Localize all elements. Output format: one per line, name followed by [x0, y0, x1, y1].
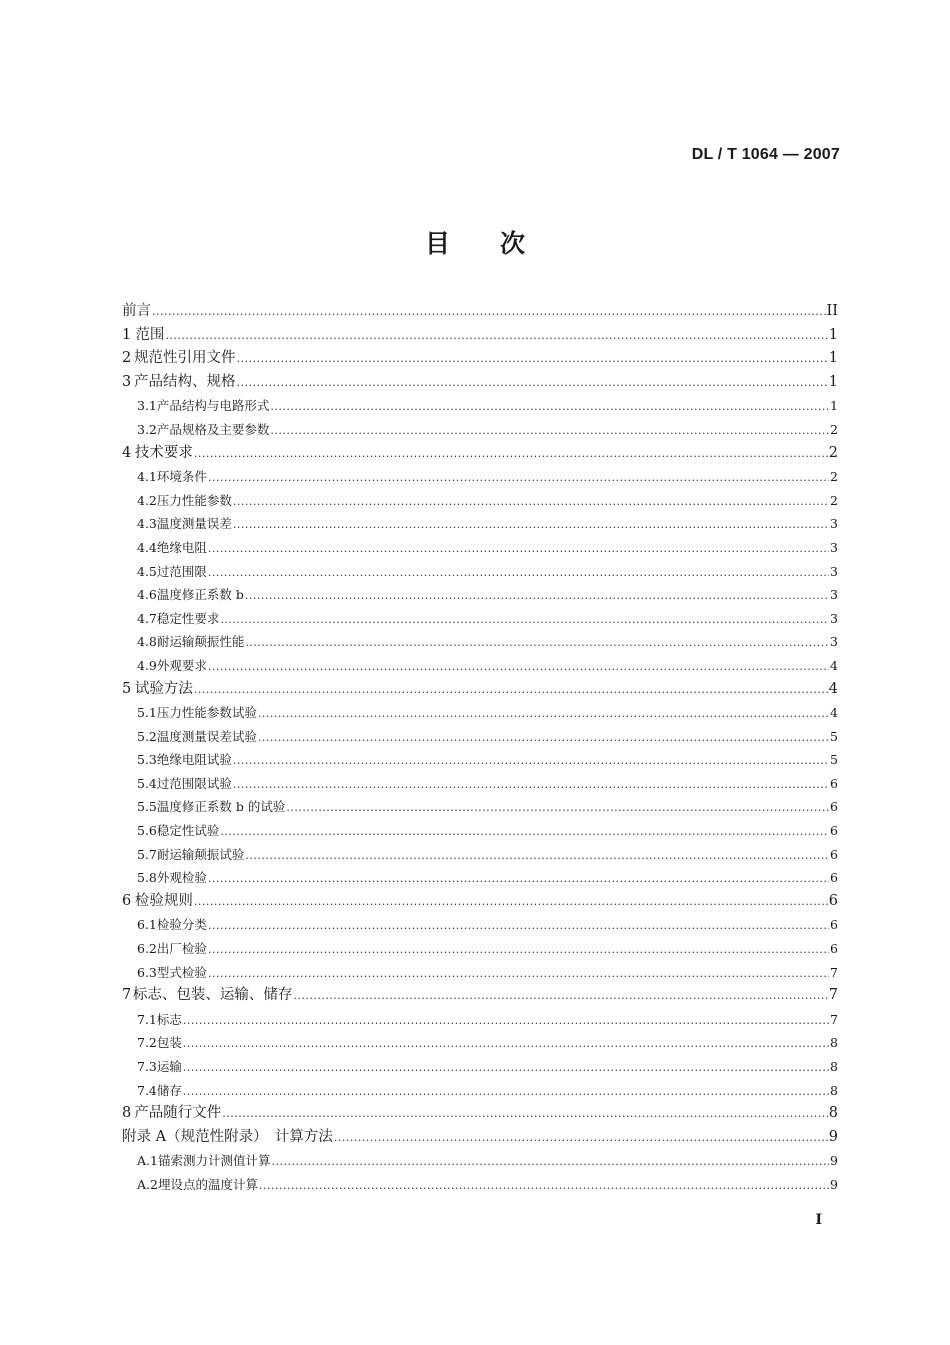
toc-entry-title: 检验规则 [134, 892, 193, 909]
toc-entry-page: 6 [830, 941, 838, 957]
toc-entry-page: 6 [830, 775, 838, 791]
toc-leader-dots [165, 324, 827, 348]
toc-entry[interactable] [122, 489, 838, 513]
toc-entry-title: 试验方法 [134, 680, 193, 697]
toc-entry-number: 5.4 [137, 775, 157, 791]
toc-entry-page: 5 [830, 752, 838, 768]
toc-entry-number: 4.5 [137, 563, 157, 579]
toc-entry[interactable] [122, 583, 838, 607]
toc-entry-title: 产品随行文件 [134, 1105, 222, 1122]
toc-leader-dots [233, 513, 829, 537]
toc-entry-page: 7 [828, 987, 838, 1004]
toc-entry-title: 标志、包装、运输、储存 [132, 987, 293, 1004]
toc-entry-title: 压力性能参数试验 [156, 705, 257, 721]
toc-leader-dots [183, 1056, 829, 1080]
toc-entry-title: 规范性引用文件 [134, 350, 236, 367]
toc-entry-page: 3 [830, 539, 838, 555]
table-of-contents [122, 300, 838, 1197]
toc-leader-dots [208, 938, 829, 962]
toc-entry[interactable] [122, 1149, 838, 1173]
toc-entry-title: 附录 A（规范性附录） 计算方法 [122, 1128, 333, 1145]
toc-entry[interactable] [122, 607, 838, 631]
toc-entry-page: 2 [830, 421, 838, 437]
toc-entry-title: 绝缘电阻试验 [156, 752, 232, 768]
toc-entry-number: 4.8 [137, 634, 157, 650]
toc-entry-number: 6.1 [137, 917, 157, 933]
toc-entry-page: 8 [828, 1105, 838, 1122]
toc-entry-title: 过范围限试验 [156, 775, 232, 791]
toc-entry-page: 3 [830, 634, 838, 650]
toc-title-char-1: 目 [424, 229, 450, 258]
toc-leader-dots [286, 796, 829, 820]
page-number: I [815, 1212, 822, 1228]
toc-entry-title: 检验分类 [156, 917, 207, 933]
document-code: DL / T 1064 — 2007 [691, 146, 840, 163]
toc-entry-title: 绝缘电阻 [156, 539, 207, 555]
toc-leader-dots [258, 702, 829, 726]
toc-entry-number: 5 [122, 680, 132, 697]
toc-entry[interactable] [122, 1031, 838, 1055]
toc-leader-dots [208, 914, 829, 938]
toc-entry-number: 6.2 [137, 941, 157, 957]
toc-leader-dots [245, 844, 829, 868]
toc-entry-title: 温度修正系数 b 的试验 [156, 799, 286, 815]
toc-entry-number: 7.2 [137, 1035, 157, 1051]
toc-leader-dots [208, 537, 829, 561]
toc-entry-page: 9 [830, 1153, 838, 1169]
toc-entry-page: 7 [830, 964, 838, 980]
toc-entry-number: 5.3 [137, 752, 157, 768]
toc-entry-title: 产品规格及主要参数 [156, 421, 270, 437]
toc-entry-number: 6.3 [137, 964, 157, 980]
toc-entry-page: 6 [830, 846, 838, 862]
toc-entry-title: 压力性能参数 [156, 492, 232, 508]
toc-entry[interactable] [122, 654, 838, 678]
toc-entry-title: 出厂检验 [156, 941, 207, 957]
toc-entry[interactable] [122, 890, 838, 914]
toc-entry-page: 7 [830, 1011, 838, 1027]
toc-entry-number: 7.3 [137, 1059, 157, 1074]
toc-entry-title: 标志 [156, 1011, 182, 1027]
toc-entry[interactable] [122, 1079, 838, 1103]
toc-entry-number: 7.1 [137, 1011, 157, 1027]
toc-entry[interactable] [122, 819, 838, 843]
toc-entry-number: 4 [122, 444, 132, 461]
toc-entry[interactable] [122, 347, 838, 371]
toc-entry-number: 3 [122, 373, 132, 390]
toc-leader-dots [194, 442, 828, 466]
toc-entry-number: 4.4 [137, 539, 157, 555]
toc-entry-title: 储存 [156, 1082, 182, 1098]
toc-entry-title: 埋设点的温度计算 [157, 1176, 258, 1192]
toc-entry[interactable] [122, 536, 838, 560]
toc-entry[interactable] [122, 418, 838, 442]
toc-leader-dots [183, 1032, 829, 1056]
toc-entry-page: 4 [830, 705, 838, 721]
toc-entry[interactable] [122, 1055, 838, 1079]
toc-entry[interactable] [122, 1008, 838, 1032]
toc-entry-number: 3.1 [137, 398, 157, 414]
toc-entry-page: 6 [830, 823, 838, 839]
toc-entry[interactable] [122, 866, 838, 890]
toc-leader-dots [220, 608, 829, 632]
toc-entry[interactable] [122, 512, 838, 536]
toc-entry-title: 前言 [122, 303, 151, 319]
toc-entry-title: 产品结构、规格 [134, 373, 236, 390]
toc-entry[interactable] [122, 678, 838, 702]
toc-entry-page: 8 [830, 1035, 838, 1051]
toc-leader-dots [233, 490, 829, 514]
toc-leader-dots [208, 655, 829, 679]
toc-entry-number: 5.2 [137, 728, 157, 744]
toc-entry-page: 6 [830, 917, 838, 933]
toc-entry-number: 7.4 [137, 1082, 157, 1098]
toc-entry-page: 6 [830, 799, 838, 815]
toc-entry-page: 6 [828, 892, 838, 909]
toc-leader-dots [208, 561, 829, 585]
toc-entry-title: 包装 [156, 1035, 182, 1051]
toc-leader-dots [271, 1150, 829, 1174]
toc-leader-dots [222, 1102, 827, 1126]
toc-entry[interactable] [122, 394, 838, 418]
toc-entry-page: 1 [828, 326, 838, 343]
toc-entry-title: 环境条件 [156, 469, 207, 485]
toc-entry-page: 4 [830, 657, 838, 673]
toc-entry-page: 3 [830, 610, 838, 626]
toc-entry-title: 稳定性要求 [156, 610, 220, 626]
toc-leader-dots [270, 419, 829, 443]
toc-entry[interactable] [122, 748, 838, 772]
toc-leader-dots [208, 962, 829, 986]
toc-entry-title: 锚索测力计测值计算 [157, 1153, 271, 1169]
toc-entry-page: 3 [830, 516, 838, 532]
toc-entry[interactable] [122, 961, 838, 985]
toc-entry-number: 4.7 [137, 610, 157, 626]
toc-entry-page: 9 [830, 1176, 838, 1192]
toc-leader-dots [270, 395, 829, 419]
toc-entry[interactable] [122, 772, 838, 796]
toc-entry[interactable] [122, 795, 838, 819]
toc-title-char-2: 次 [500, 229, 526, 258]
toc-leader-dots [220, 820, 829, 844]
toc-entry-number: 2 [122, 350, 132, 367]
toc-leader-dots [152, 300, 826, 324]
toc-leader-dots [245, 631, 829, 655]
toc-entry-title: 温度测量误差 [156, 516, 232, 532]
toc-entry-number: A.2 [137, 1176, 158, 1192]
toc-entry-page: 3 [830, 587, 838, 603]
toc-entry-number: 3.2 [137, 421, 157, 437]
toc-leader-dots [194, 678, 828, 702]
toc-entry[interactable] [122, 913, 838, 937]
toc-entry[interactable] [122, 1102, 838, 1126]
toc-entry-page: 4 [828, 680, 838, 697]
toc-entry-title: 过范围限 [156, 563, 207, 579]
toc-entry[interactable] [122, 937, 838, 961]
toc-leader-dots [233, 749, 829, 773]
toc-entry[interactable] [122, 560, 838, 584]
toc-entry[interactable] [122, 725, 838, 749]
toc-entry-page: 5 [830, 728, 838, 744]
toc-entry-number: 7 [122, 987, 132, 1004]
toc-entry-title: 耐运输颠振性能 [156, 634, 245, 650]
toc-entry[interactable] [122, 465, 838, 489]
toc-entry-page: 6 [830, 870, 838, 886]
toc-leader-dots [258, 726, 829, 750]
toc-leader-dots [334, 1126, 828, 1150]
toc-entry-page: 8 [830, 1059, 838, 1074]
toc-entry-page: 2 [828, 444, 838, 461]
toc-entry-number: 5.8 [137, 870, 157, 886]
toc-leader-dots [208, 867, 829, 891]
toc-leader-dots [208, 466, 829, 490]
toc-entry-number: 4.2 [137, 492, 157, 508]
toc-title [0, 224, 950, 260]
toc-entry-number: 1 [122, 326, 132, 343]
toc-entry[interactable] [122, 630, 838, 654]
toc-entry[interactable] [122, 984, 838, 1008]
toc-entry-title: 耐运输颠振试验 [156, 846, 245, 862]
toc-leader-dots [194, 890, 828, 914]
toc-entry-number: 4.3 [137, 516, 157, 532]
toc-entry-title: 产品结构与电路形式 [156, 398, 270, 414]
toc-entry-page: 2 [830, 492, 838, 508]
toc-leader-dots [183, 1080, 829, 1104]
toc-entry-title: 范围 [135, 326, 165, 343]
toc-entry-title: 型式检验 [156, 964, 207, 980]
toc-entry-number: A.1 [137, 1153, 158, 1169]
toc-entry-number: 5.5 [137, 799, 157, 815]
toc-entry-page: 1 [828, 373, 838, 390]
toc-leader-dots [183, 1009, 829, 1033]
toc-leader-dots [237, 371, 828, 395]
toc-entry[interactable] [122, 324, 838, 348]
toc-entry-number: 5.1 [137, 705, 157, 721]
toc-entry[interactable] [122, 300, 838, 324]
toc-entry-title: 温度修正系数 b [156, 587, 244, 603]
toc-entry[interactable] [122, 1126, 838, 1150]
toc-entry-number: 4.1 [137, 469, 157, 485]
toc-entry-page: 8 [830, 1082, 838, 1098]
toc-entry-page: 1 [828, 350, 838, 367]
toc-entry-number: 6 [122, 892, 132, 909]
toc-entry-page: 3 [830, 563, 838, 579]
toc-entry-title: 温度测量误差试验 [156, 728, 257, 744]
toc-entry[interactable] [122, 843, 838, 867]
toc-leader-dots [245, 584, 829, 608]
toc-leader-dots [293, 984, 827, 1008]
toc-entry-title: 外观检验 [156, 870, 207, 886]
toc-entry-number: 4.6 [137, 587, 157, 603]
toc-entry[interactable] [122, 701, 838, 725]
toc-entry-title: 稳定性试验 [156, 823, 220, 839]
toc-entry-title: 外观要求 [156, 657, 207, 673]
toc-entry[interactable] [122, 1173, 838, 1197]
toc-entry-page: II [826, 303, 838, 319]
toc-entry-number: 8 [122, 1105, 132, 1122]
toc-entry[interactable] [122, 371, 838, 395]
toc-entry-title: 技术要求 [134, 444, 193, 461]
toc-entry-number: 4.9 [137, 657, 157, 673]
toc-entry-number: 5.6 [137, 823, 157, 839]
toc-entry-page: 1 [830, 398, 838, 414]
toc-entry-page: 9 [828, 1128, 838, 1145]
toc-entry[interactable] [122, 442, 838, 466]
toc-leader-dots [237, 347, 828, 371]
toc-entry-title: 运输 [156, 1059, 182, 1074]
toc-entry-page: 2 [830, 469, 838, 485]
toc-entry-number: 5.7 [137, 846, 157, 862]
toc-leader-dots [259, 1174, 829, 1198]
toc-leader-dots [233, 773, 829, 797]
